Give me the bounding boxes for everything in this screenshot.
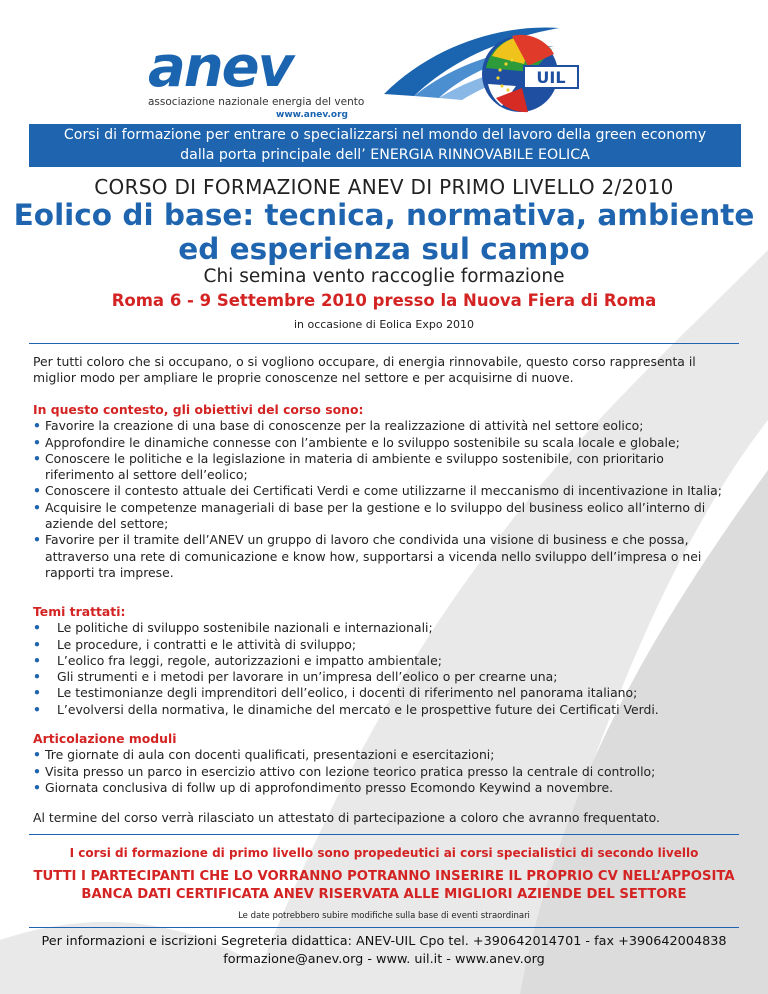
list-item: • Gli strumenti e i metodi per lavorare in un’impresa dell’eolico o per crearne una; bbox=[33, 669, 733, 685]
cv-note-line-1: TUTTI I PARTECIPANTI CHE LO VORRANNO POTRANNO INSERIRE IL PROPRIO CV NELL’APPOSITA bbox=[33, 869, 735, 884]
course-title-line-2: ed esperienza sul campo bbox=[178, 232, 590, 266]
modules-title: Articolazione moduli bbox=[33, 731, 177, 746]
list-item: • Favorire per il tramite dell’ANEV un gruppo di lavoro che condivida una visione di business e che possa, attraverso una rete di comunicazione e know how, supportarsi a vicenda nello sviluppo dell’impresa o nei rapporti tra imprese. bbox=[33, 532, 733, 581]
cv-database-note bbox=[0, 868, 768, 904]
list-item: • Conoscere le politiche e la legislazione in materia di ambiente e sviluppo sostenibile, con prioritario riferimento al settore dell’eolico; bbox=[33, 451, 733, 484]
contact-line-2: formazione@anev.org - www. uil.it - www.anev.org bbox=[223, 952, 545, 967]
anev-logo bbox=[148, 35, 418, 123]
topics-title: Temi trattati: bbox=[33, 604, 126, 619]
cv-note-line-2: BANCA DATI CERTIFICATA ANEV RISERVATA ALLE MIGLIORI AZIENDE DEL SETTORE bbox=[81, 887, 687, 902]
certificate-note: Al termine del corso verrà rilasciato un attestato di partecipazione a coloro che avranno frequentato. bbox=[33, 810, 660, 825]
anev-url: www.anev.org bbox=[276, 110, 348, 120]
list-item: • Conoscere il contesto attuale dei Certificati Verdi e come utilizzarne il meccanismo di incentivazione in Italia; bbox=[33, 483, 733, 499]
list-item: • L’eolico fra leggi, regole, autorizzazioni e impatto ambientale; bbox=[33, 653, 733, 669]
uil-logo-text: UIL bbox=[536, 68, 566, 87]
divider bbox=[29, 343, 739, 344]
list-item: • Le procedure, i contratti e le attività di sviluppo; bbox=[33, 637, 733, 653]
contact-info bbox=[0, 933, 768, 969]
list-item: • Le politiche di sviluppo sostenibile nazionali e internazionali; bbox=[33, 620, 733, 636]
list-item: • Acquisire le competenze manageriali di base per la gestione e lo sviluppo del business eolico all’interno di aziende del settore; bbox=[33, 500, 733, 533]
banner-line-1: Corsi di formazione per entrare o specializzarsi nel mondo del lavoro della green economy bbox=[63, 127, 707, 143]
divider bbox=[29, 834, 739, 835]
list-item: • L’evolversi della normativa, le dinamiche del mercato e le prospettive future dei Certificati Verdi. bbox=[33, 702, 733, 718]
headline-banner bbox=[29, 124, 741, 167]
dates-disclaimer: Le date potrebbero subire modifiche sulla base di eventi straordinari bbox=[238, 911, 530, 921]
course-title bbox=[0, 198, 768, 266]
contact-line-1: Per informazioni e iscrizioni Segreteria didattica: ANEV-UIL Cpo tel. +390642014701 - fax +390642004838 bbox=[41, 934, 727, 949]
topics-list bbox=[33, 620, 733, 718]
course-motto: Chi semina vento raccoglie formazione bbox=[203, 266, 565, 287]
banner-line-2: dalla porta principale dell’ ENERGIA RINNOVABILE EOLICA bbox=[180, 147, 590, 163]
course-occasion: in occasione di Eolica Expo 2010 bbox=[293, 318, 475, 331]
list-item: • Visita presso un parco in esercizio attivo con lezione teorico pratica presso la centrale di controllo; bbox=[33, 764, 733, 780]
course-level: CORSO DI FORMAZIONE ANEV DI PRIMO LIVELLO 2/2010 bbox=[94, 175, 674, 199]
objectives-title: In questo contesto, gli obiettivi del corso sono: bbox=[33, 402, 364, 417]
anev-subtitle: associazione nazionale energia del vento bbox=[148, 96, 365, 108]
topics-section bbox=[33, 604, 733, 718]
objectives-section bbox=[33, 402, 733, 581]
modules-list bbox=[33, 747, 733, 796]
header-logos bbox=[0, 18, 768, 118]
list-item: • Approfondire le dinamiche connesse con l’ambiente e lo sviluppo sostenibile su scala locale e globale; bbox=[33, 435, 733, 451]
course-title-line-1: Eolico di base: tecnica, normativa, ambiente bbox=[13, 198, 755, 232]
list-item: • Giornata conclusiva di follw up di approfondimento presso Ecomondo Keywind a novembre. bbox=[33, 780, 733, 796]
propedeutic-note: I corsi di formazione di primo livello sono propedeutici ai corsi specialistici di secondo livello bbox=[69, 846, 699, 860]
list-item: • Le testimonianze degli imprenditori dell’eolico, i docenti di riferimento nel panorama italiano; bbox=[33, 685, 733, 701]
modules-section bbox=[33, 731, 733, 796]
list-item: • Favorire la creazione di una base di conoscenze per la realizzazione di attività nel settore eolico; bbox=[33, 418, 733, 434]
intro-paragraph: Per tutti coloro che si occupano, o si vogliono occupare, di energia rinnovabile, questo corso rappresenta il miglior modo per ampliare le proprie conoscenze nel settore e per acquisirne di nuove. bbox=[33, 354, 696, 386]
course-dates-location: Roma 6 - 9 Settembre 2010 presso la Nuova Fiera di Roma bbox=[111, 291, 657, 310]
objectives-list bbox=[33, 418, 733, 581]
uil-logo bbox=[472, 28, 582, 118]
list-item: • Tre giornate di aula con docenti qualificati, presentazioni e esercitazioni; bbox=[33, 747, 733, 763]
divider bbox=[29, 927, 739, 928]
anev-logo-text: anev bbox=[148, 35, 293, 100]
